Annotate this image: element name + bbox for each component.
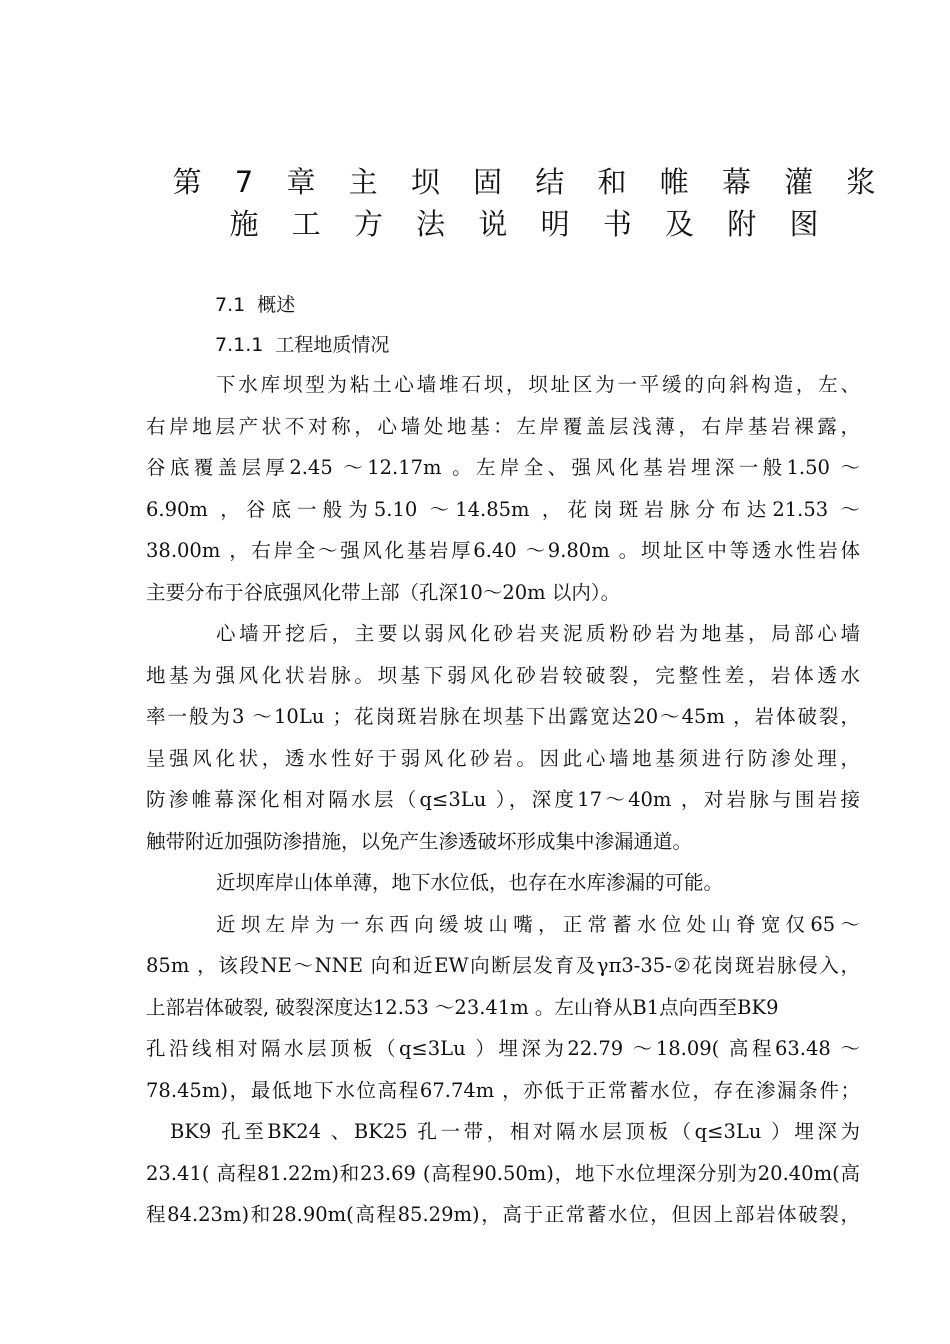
paragraph-line: 主要分布于谷底强风化带上部（孔深10～20m 以内）。: [146, 580, 621, 604]
paragraph-line: 23.41( 高程81.22m)和23.69 (高程90.50m)，地下水位埋深分别为20.40m(高: [146, 1161, 860, 1185]
paragraph-line: BK9 孔至BK24 、BK25 孔一带，相对隔水层顶板（q≤3Lu ）埋深为: [170, 1120, 860, 1143]
paragraph-line: 谷底覆盖层厚2.45 ～12.17m 。左岸全、强风化基岩埋深一般1.50 ～: [146, 456, 860, 479]
paragraph-line: 触带附近加强防渗措施，以免产生渗透破坏形成集中渗漏通道。: [146, 829, 693, 853]
paragraph-5: [146, 1111, 860, 1236]
section-number: 7.1: [215, 294, 246, 316]
chapter-title-line-2: 施 工 方 法 说 明 书 及 附 图: [229, 207, 831, 241]
paragraph-1: [146, 364, 860, 613]
paragraph-line: 近坝左岸为一东西向缓坡山嘴，正常蓄水位处山脊宽仅65～: [216, 912, 860, 936]
paragraph-line: 呈强风化状，透水性好于弱风化砂岩。因此心墙地基须进行防渗处理，: [146, 746, 860, 770]
paragraph-3: [146, 862, 860, 904]
paragraph-line: 上部岩体破裂, 破裂深度达12.53 ～23.41m 。左山脊从B1点向西至BK9: [146, 995, 779, 1019]
paragraph-4: [146, 904, 860, 1112]
paragraph-line: 防渗帷幕深化相对隔水层（q≤3Lu ），深度17～40m ，对岩脉与围岩接: [146, 788, 860, 811]
section-number: 7.1.1: [215, 334, 264, 356]
paragraph-line: 地基为强风化状岩脉。坝基下弱风化砂岩较破裂，完整性差，岩体透水: [146, 663, 860, 687]
paragraph-line: 78.45m)，最低地下水位高程67.74m ，亦低于正常蓄水位，存在渗漏条件；: [146, 1078, 860, 1102]
paragraph-line: 85m ，该段NE～NNE 向和近EW向断层发育及γπ3-35-②花岗斑岩脉侵入，: [146, 954, 860, 977]
section-heading-7-1-1: [215, 330, 389, 357]
paragraph-line: 右岸地层产状不对称，心墙处地基：左岸覆盖层浅薄，右岸基岩裸露，: [146, 414, 860, 438]
paragraph-line: 孔沿线相对隔水层顶板（q≤3Lu ）埋深为22.79 ～18.09( 高程63.48 ～: [146, 1037, 860, 1060]
section-heading-7-1: [215, 290, 295, 317]
paragraph-line: 38.00m ，右岸全～强风化基岩厚6.40 ～9.80m 。坝址区中等透水性岩体: [146, 539, 860, 562]
paragraph-line: 下水库坝型为粘土心墙堆石坝，坝址区为一平缓的向斜构造，左、: [216, 373, 860, 396]
section-title: 工程地质情况: [275, 334, 390, 356]
paragraph-line: 程84.23m)和28.90m(高程85.29m)，高于正常蓄水位，但因上部岩体破裂，: [146, 1203, 860, 1226]
paragraph-line: 心墙开挖后，主要以弱风化砂岩夹泥质粉砂岩为地基，局部心墙: [216, 622, 860, 645]
body-text: [146, 364, 860, 1236]
paragraph-line: 6.90m ，谷底一般为5.10 ～14.85m ，花岗斑岩脉分布达21.53 ～: [146, 497, 860, 521]
paragraph-line: 近坝库岸山体单薄，地下水位低，也存在水库渗漏的可能。: [216, 871, 724, 894]
section-title: 概述: [257, 294, 296, 316]
paragraph-line: 率一般为3 ～10Lu ；花岗斑岩脉在坝基下出露宽达20～45m ，岩体破裂，: [146, 705, 860, 728]
paragraph-2: [146, 613, 860, 862]
chapter-title-line-1: 第 7 章 主 坝 固 结 和 帷 幕 灌 浆: [172, 165, 888, 199]
